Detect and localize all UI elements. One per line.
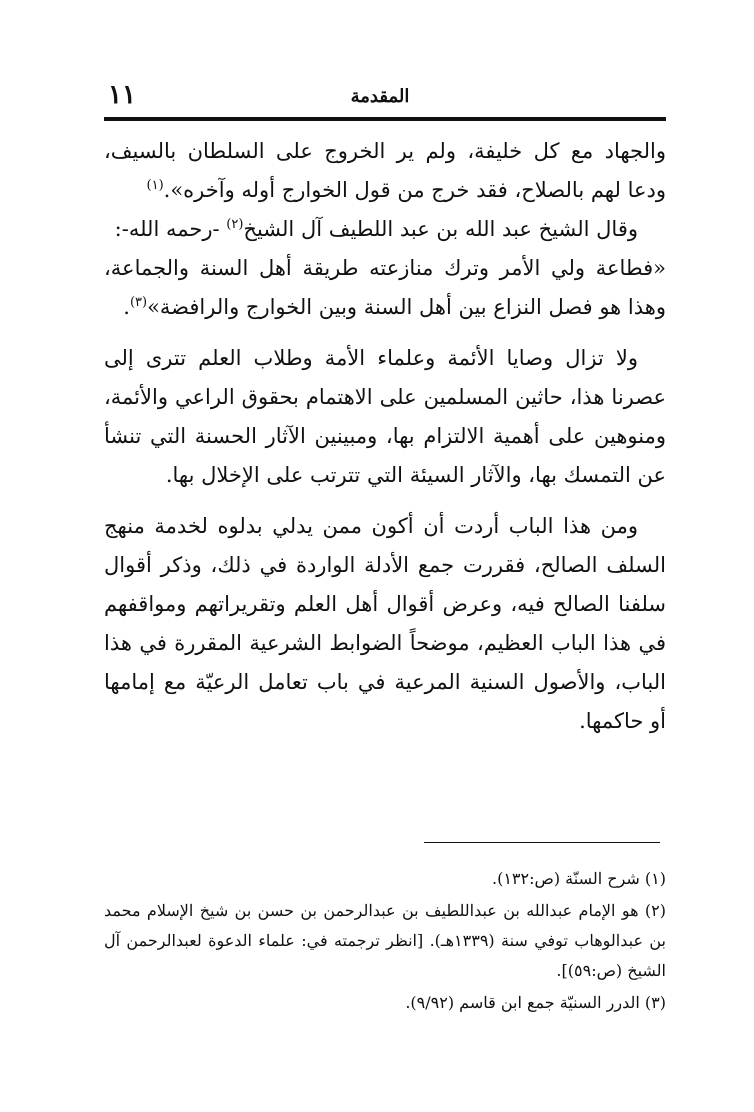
paragraph-5: ومن هذا الباب أردت أن أكون ممن يدلي بدلوه لخدمة منهج السلف الصالح، فقررت جمع الأدلة الواردة في ذلك، وذكر أقوال سلفنا الصالح فيه، وعرض أقوال أهل العلم وتقريراتهم ومواقفهم في هذا الباب العظيم، موضحاً الضوابط الشرعية المقررة في هذا الباب، والأصول السنية المرعية في باب تعامل الرعيّة مع إمامها أو حاكمها. xyxy=(104,514,666,733)
footnote-ref-1: (١) xyxy=(146,178,164,193)
paragraph-2-text: وقال الشيخ عبد الله بن عبد اللطيف آل الشيخ xyxy=(243,217,638,241)
footnote-ref-2: (٢) xyxy=(226,217,244,232)
paragraph-4: ولا تزال وصايا الأئمة وعلماء الأمة وطلاب العلم تترى إلى عصرنا هذا، حاثين المسلمين على الاهتمام بحقوق الراعي والأئمة، ومنوهين على أهمية الالتزام بها، ومبينين الآثار الحسنة التي تنشأ عن التمسك بها، والآثار السيئة التي تترتب على الإخلال بها. xyxy=(104,346,666,487)
paragraph-3-text: «فطاعة ولي الأمر وترك منازعته طريقة أهل السنة والجماعة، وهذا هو فصل النزاع بين أهل السنة وبين الخوارج والرافضة» xyxy=(104,256,666,319)
footnote-rule xyxy=(424,842,660,843)
main-text xyxy=(104,132,666,741)
header-rule xyxy=(104,117,666,121)
paragraph-3-end: . xyxy=(123,295,130,319)
footnote-ref-3: (٣) xyxy=(129,295,148,310)
paragraph-1 xyxy=(104,132,666,210)
footnote-3: (٣) الدرر السنيّة جمع ابن قاسم (٩/٩٢). xyxy=(405,993,666,1012)
paragraph-3 xyxy=(104,249,666,327)
paragraph-2-tail: -رحمه الله-: xyxy=(114,217,227,241)
footnotes xyxy=(104,864,666,1020)
paragraph-1-text: والجهاد مع كل خليفة، ولم ير الخروج على السلطان بالسيف، ودعا لهم بالصلاح، فقد خرج من قول الخوارج أوله وآخره». xyxy=(104,139,666,202)
footnote-1: (١) شرح السنّة (ص:١٣٢). xyxy=(492,869,666,888)
page-number: ١١ xyxy=(108,80,136,110)
footnote-2: (٢) هو الإمام عبدالله بن عبداللطيف بن عبدالرحمن بن حسن بن شيخ الإسلام محمد بن عبدالوهاب توفي سنة (١٣٣٩هـ). [انظر ترجمته في: علماء الدعوة لعبدالرحمن آل الشيخ (ص:٥٩)]. xyxy=(104,901,666,980)
running-title: المقدمة xyxy=(350,86,410,107)
paragraph-2 xyxy=(104,210,666,249)
